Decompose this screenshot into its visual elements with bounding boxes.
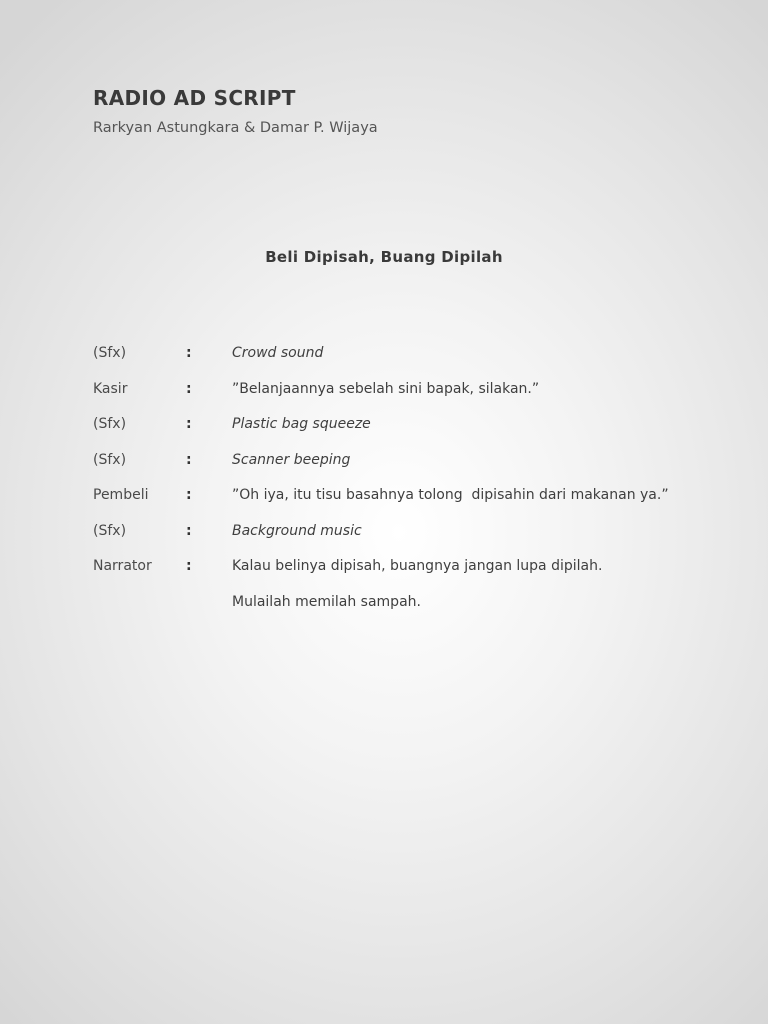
script-row <box>93 593 733 629</box>
script-line: ”Oh iya, itu tisu basahnya tolong dipisahin dari makanan ya.” <box>232 487 669 503</box>
separator: : <box>186 416 192 432</box>
script-row <box>93 486 733 522</box>
speaker: Pembeli <box>93 487 149 503</box>
script-row <box>93 380 733 416</box>
script-row <box>93 415 733 451</box>
script-table <box>93 344 733 628</box>
speaker: (Sfx) <box>93 345 127 361</box>
authors: Rarkyan Astungkara & Damar P. Wijaya <box>93 120 378 136</box>
speaker: Narrator <box>93 558 152 574</box>
script-row <box>93 522 733 558</box>
script-line: Kalau belinya dipisah, buangnya jangan lupa dipilah. <box>232 558 603 574</box>
separator: : <box>186 487 192 503</box>
separator: : <box>186 345 192 361</box>
script-row <box>93 344 733 380</box>
ad-title: Beli Dipisah, Buang Dipilah <box>265 248 503 266</box>
script-line: Plastic bag squeeze <box>232 416 371 432</box>
speaker: Kasir <box>93 380 128 397</box>
script-line: Scanner beeping <box>232 451 351 468</box>
script-row <box>93 557 733 593</box>
script-line: ”Belanjaannya sebelah sini bapak, silakan.” <box>232 380 540 397</box>
document-title: RADIO AD SCRIPT <box>93 86 296 110</box>
separator: : <box>186 451 192 468</box>
speaker: (Sfx) <box>93 451 127 468</box>
separator: : <box>186 380 192 397</box>
script-line: Mulailah memilah sampah. <box>232 593 421 610</box>
script-line: Crowd sound <box>232 345 324 361</box>
speaker: (Sfx) <box>93 522 127 539</box>
separator: : <box>186 558 192 574</box>
script-row <box>93 451 733 487</box>
separator: : <box>186 522 192 539</box>
script-line: Background music <box>232 522 362 539</box>
speaker: (Sfx) <box>93 416 127 432</box>
